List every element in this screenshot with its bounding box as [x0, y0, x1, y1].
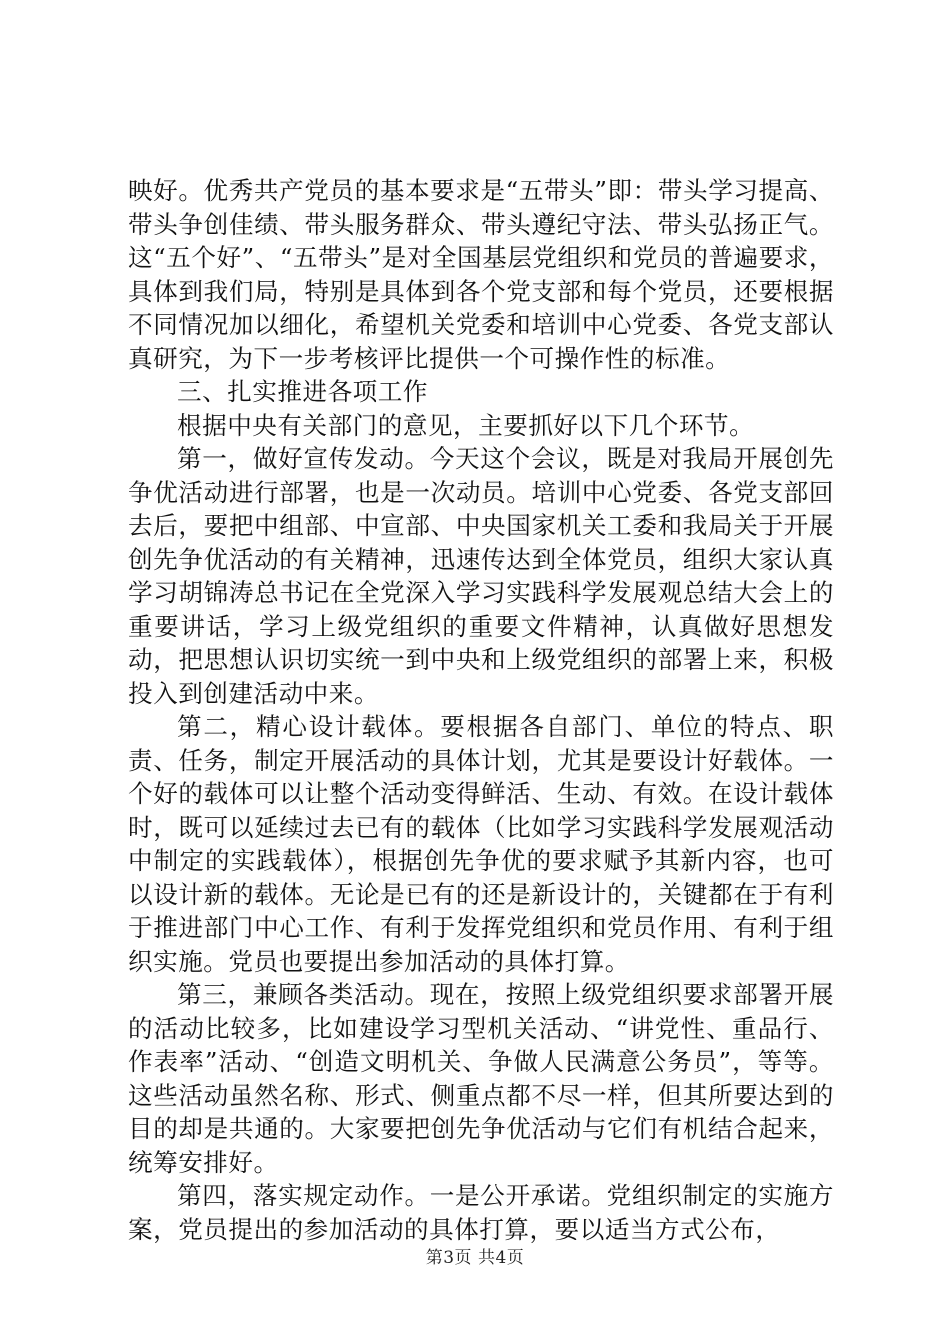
paragraph-6: 第四，落实规定动作。一是公开承诺。党组织制定的实施方案，党员提出的参加活动的具体打算，要以适当方式公布， — [128, 1181, 834, 1244]
section-heading: 三、扎实推进各项工作 — [177, 377, 428, 406]
paragraph-3: 第一，做好宣传发动。今天这个会议，既是对我局开展创先争优活动进行部署，也是一次动员。培训中心党委、各党支部回去后，要把中组部、中宣部、中央国家机关工委和我局关于开展创先争优活动的有关精神，迅速传达到全体党员，组织大家认真学习胡锦涛总书记在全党深入学习实践科学发展观总结大会上的重要讲话，学习上级党组织的重要文件精神，认真做好思想发动，把思想认识切实统一到中央和上级党组织的部署上来，积极投入到创建活动中来。 — [128, 444, 834, 708]
paragraph-5: 第三，兼顾各类活动。现在，按照上级党组织要求部署开展的活动比较多，比如建设学习型机关活动、“讲党性、重品行、作表率”活动、“创造文明机关、争做人民满意公务员”，等等。这些活动虽然名称、形式、侧重点都不尽一样，但其所要达到的目的却是共通的。大家要把创先争优活动与它们有机结合起来，统筹安排好。 — [128, 980, 834, 1177]
paragraph-1: 映好。优秀共产党员的基本要求是“五带头”即：带头学习提高、带头争创佳绩、带头服务群众、带头遵纪守法、带头弘扬正气。这“五个好”、“五带头”是对全国基层党组织和党员的普遍要求，具体到我们局，特别是具体到各个党支部和每个党员，还要根据不同情况加以细化，希望机关党委和培训中心党委、各党支部认真研究，为下一步考核评比提供一个可操作性的标准。 — [128, 176, 834, 373]
document-body — [128, 174, 834, 1246]
page-footer: 第3页 共4页 — [425, 1248, 525, 1268]
paragraph-2: 根据中央有关部门的意见，主要抓好以下几个环节。 — [177, 410, 755, 440]
paragraph-4: 第二，精心设计载体。要根据各自部门、单位的特点、职责、任务，制定开展活动的具体计划，尤其是要设计好载体。一个好的载体可以让整个活动变得鲜活、生动、有效。在设计载体时，既可以延续过去已有的载体（比如学习实践科学发展观活动中制定的实践载体），根据创先争优的要求赋予其新内容，也可以设计新的载体。无论是已有的还是新设计的，关键都在于有利于推进部门中心工作、有利于发挥党组织和党员作用、有利于组织实施。党员也要提出参加活动的具体打算。 — [128, 712, 834, 976]
